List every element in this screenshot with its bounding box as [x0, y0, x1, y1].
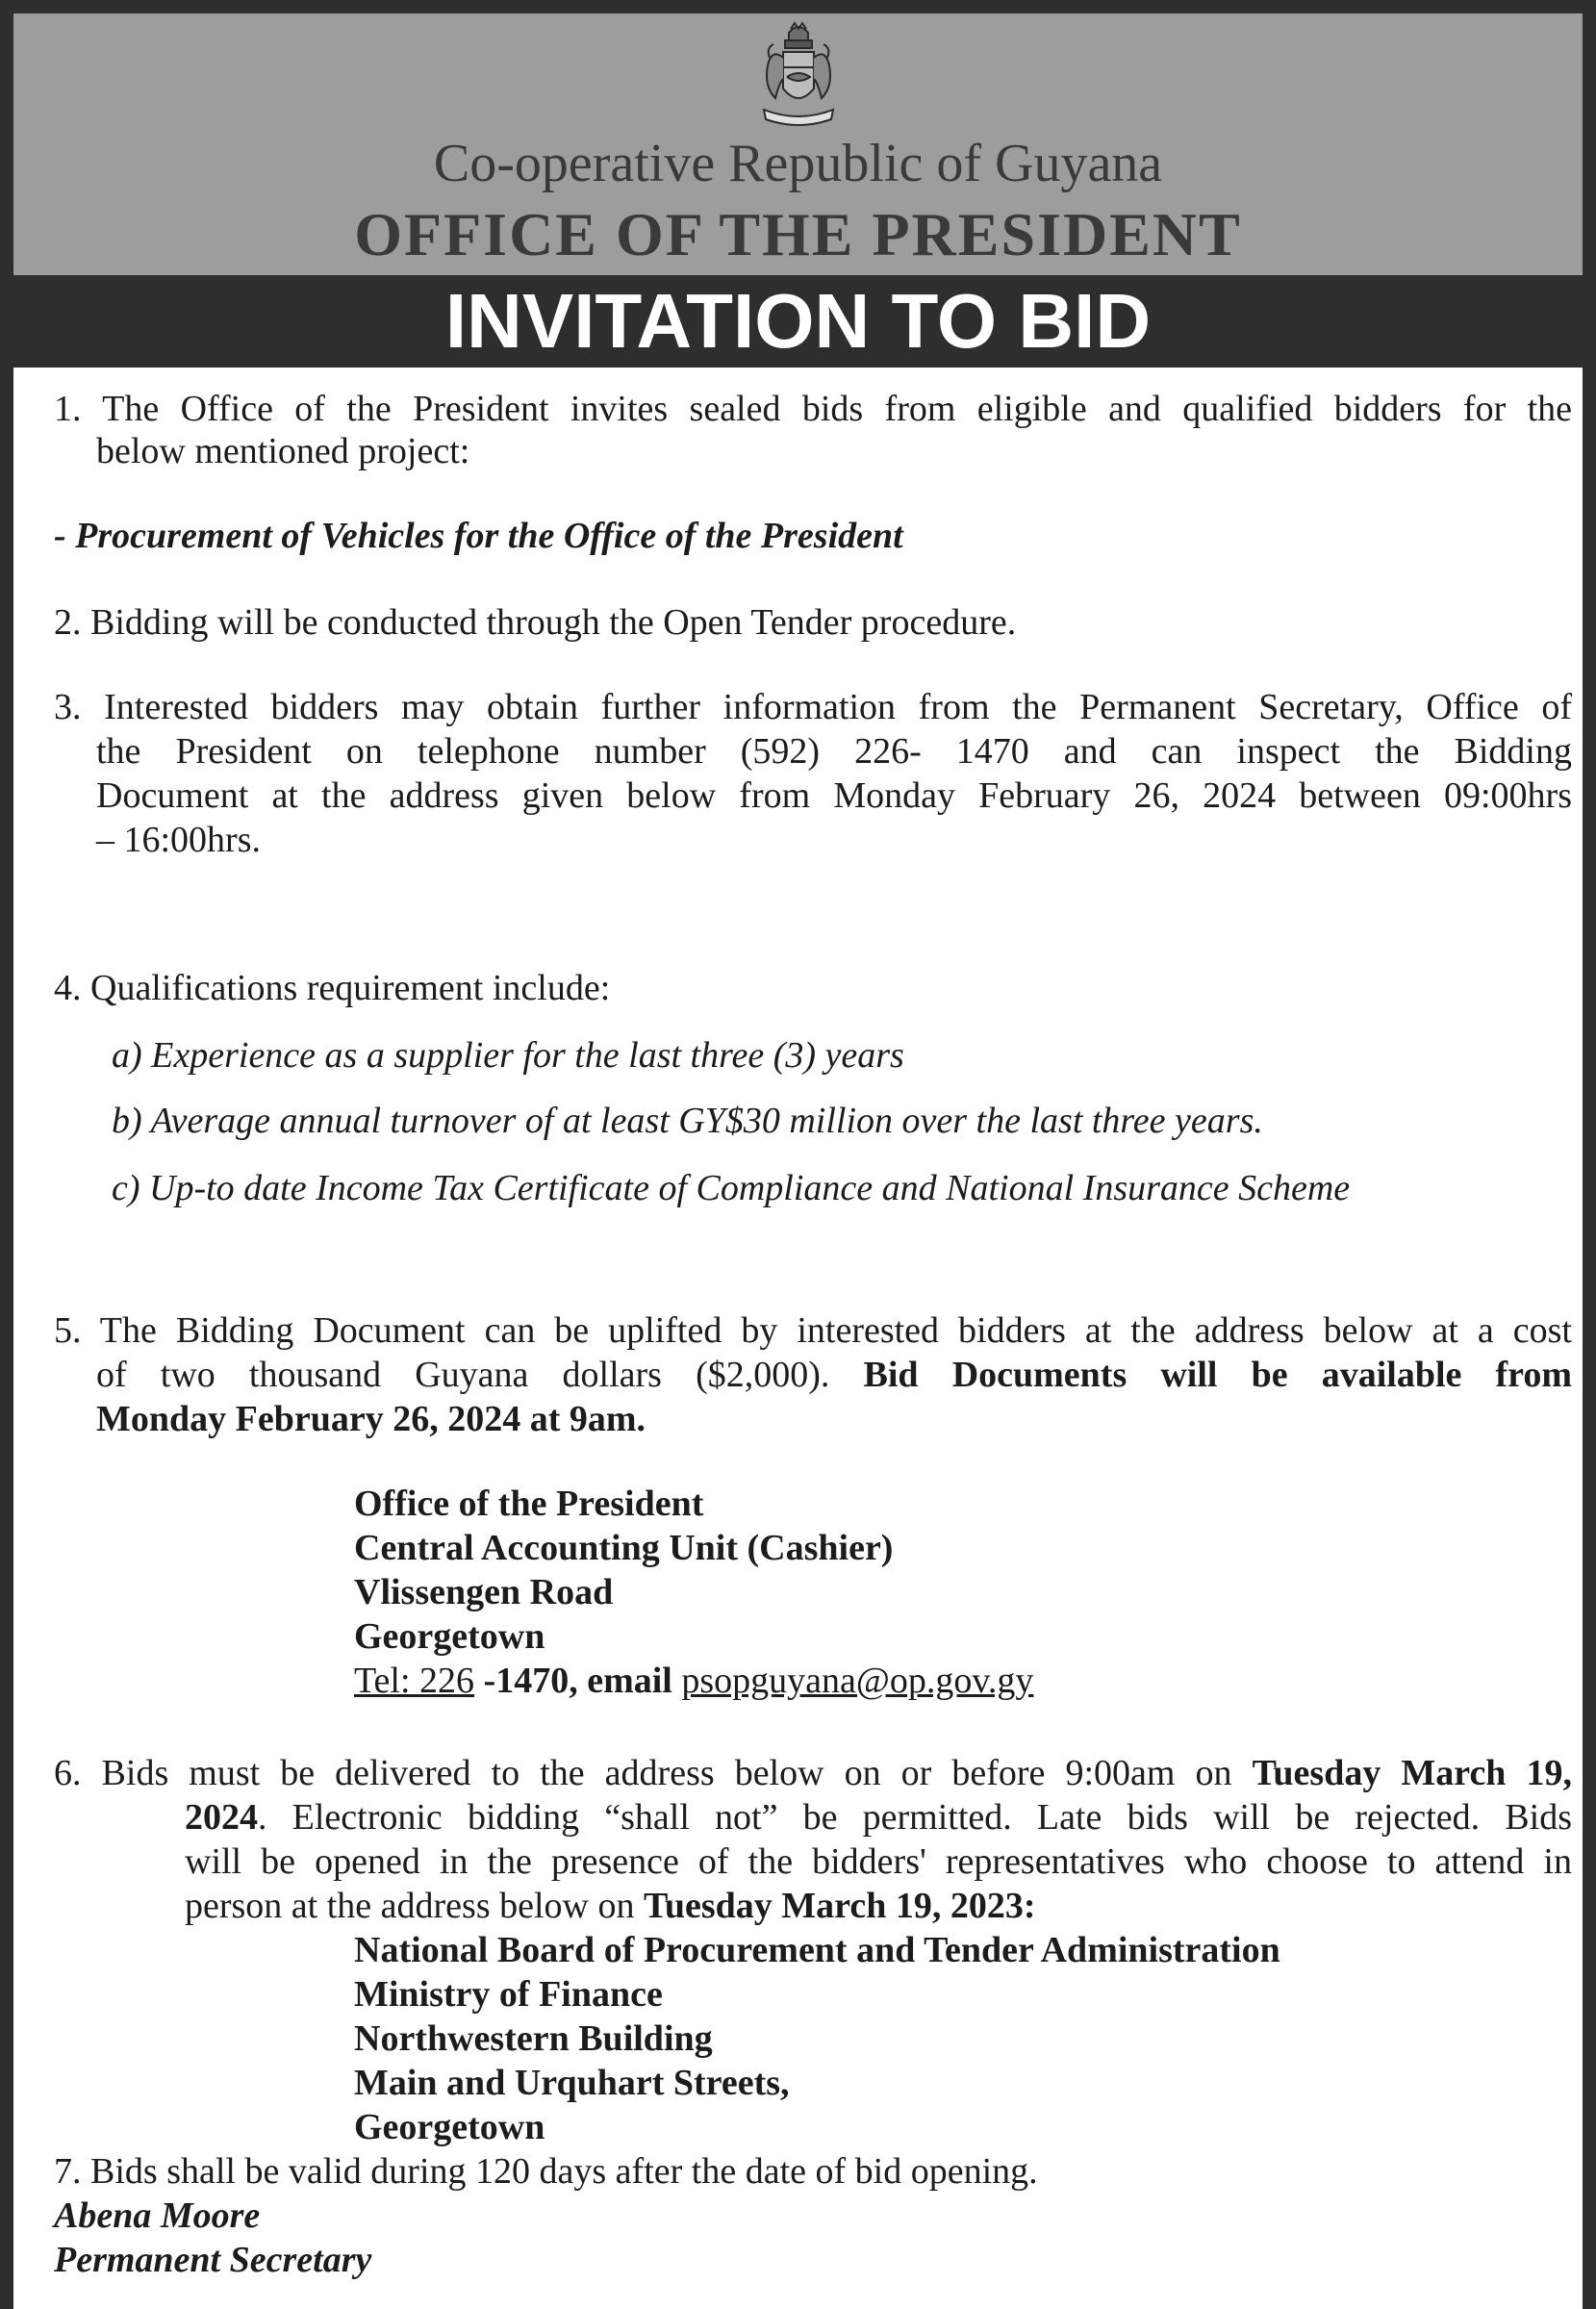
item6-line2	[185, 1795, 1572, 1840]
address1-contact	[354, 1659, 1033, 1703]
item6-line4-date: Tuesday March 19, 2023:	[644, 1886, 1036, 1926]
country-name: Co-operative Republic of Guyana	[433, 134, 1163, 193]
address1-line2: Central Accounting Unit (Cashier)	[354, 1528, 894, 1568]
item4-qualification-c: c) Up-to date Income Tax Certificate of Compliance and National Insurance Scheme	[112, 1168, 1351, 1208]
email-link[interactable]: psopguyana@op.gov.gy	[681, 1661, 1034, 1701]
item5-line2	[96, 1353, 1572, 1397]
notice-body	[13, 368, 1583, 2309]
item6-line2-text: . Electronic bidding “shall not” be permitted. Late bids will be rejected. Bids	[258, 1797, 1572, 1838]
item1-line1: 1. The Office of the President invites sealed bids from eligible and qualified bidders for the	[54, 389, 1572, 429]
address2-line1: National Board of Procurement and Tender Administration	[354, 1930, 1280, 1970]
item4-intro: 4. Qualifications requirement include:	[54, 968, 611, 1008]
item5-line3: Monday February 26, 2024 at 9am.	[96, 1399, 646, 1439]
coat-of-arms-icon	[754, 19, 843, 133]
item5-line2-availability: Bid Documents will be available from	[863, 1355, 1573, 1395]
telephone-rest: -1470, email	[474, 1661, 682, 1701]
signatory-title: Permanent Secretary	[54, 2240, 372, 2280]
address2-line2: Ministry of Finance	[354, 1974, 663, 2015]
signatory-name: Abena Moore	[54, 2195, 261, 2236]
item6-line1	[54, 1751, 1572, 1795]
item5-line1: 5. The Bidding Document can be uplifted by interested bidders at the address below at a cost	[54, 1310, 1572, 1351]
item3-line1: 3. Interested bidders may obtain further information from the Permanent Secretary, Office of	[54, 687, 1572, 727]
item1-line2: below mentioned project:	[96, 431, 470, 471]
item3-line3: Document at the address given below from Monday February 26, 2024 between 09:00hrs	[96, 775, 1572, 816]
project-title: - Procurement of Vehicles for the Office of the President	[54, 516, 903, 556]
item6-line1-date: Tuesday March 19,	[1252, 1753, 1572, 1793]
item5-line2-cost: of two thousand Guyana dollars ($2,000).	[96, 1355, 830, 1395]
address1-line1: Office of the President	[354, 1484, 704, 1524]
item7-text: 7. Bids shall be valid during 120 days after the date of bid opening.	[54, 2151, 1038, 2192]
invitation-banner: INVITATION TO BID	[13, 275, 1583, 368]
item6-line1-text: 6. Bids must be delivered to the address below on or before 9:00am on	[54, 1753, 1253, 1793]
notice-header	[13, 13, 1583, 275]
item6-line3: will be opened in the presence of the bidders' representatives who choose to attend in	[185, 1841, 1572, 1882]
office-name: OFFICE OF THE PRESIDENT	[354, 200, 1242, 268]
address2-line5: Georgetown	[354, 2107, 545, 2147]
item6-line4	[185, 1884, 1035, 1928]
telephone-label: Tel: 226	[354, 1661, 475, 1701]
item2-text: 2. Bidding will be conducted through the Open Tender procedure.	[54, 602, 1017, 643]
item3-line4: – 16:00hrs.	[96, 820, 261, 860]
item6-line2-year: 2024	[185, 1797, 258, 1838]
address2-line4: Main and Urquhart Streets,	[354, 2063, 790, 2103]
item3-line2: the President on telephone number (592) 226- 1470 and can inspect the Bidding	[96, 731, 1572, 772]
item4-qualification-a: a) Experience as a supplier for the last three (3) years	[112, 1035, 904, 1076]
address2-line3: Northwestern Building	[354, 2018, 713, 2059]
address1-line3: Vlissengen Road	[354, 1572, 614, 1612]
item4-qualification-b: b) Average annual turnover of at least GY$30 million over the last three years.	[112, 1101, 1263, 1141]
address1-line4: Georgetown	[354, 1616, 545, 1657]
item6-line4-text: person at the address below on	[185, 1886, 644, 1926]
